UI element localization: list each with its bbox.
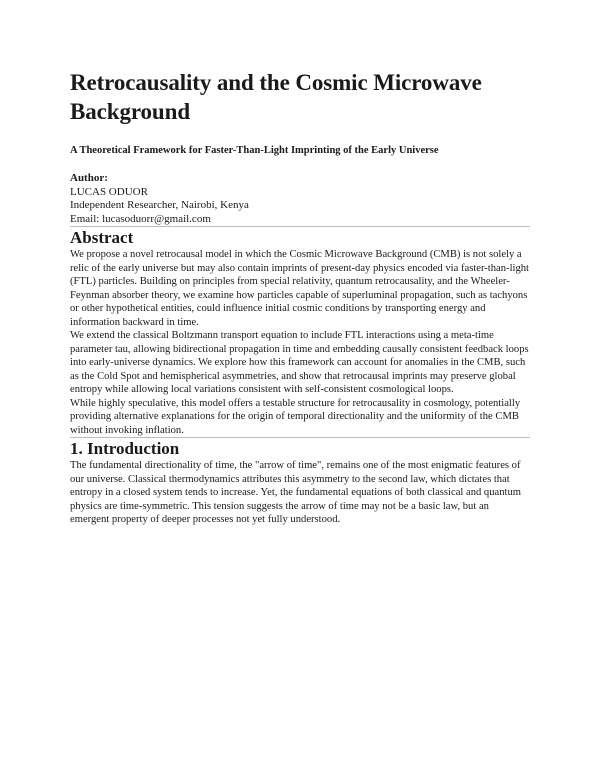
paper-title: Retrocausality and the Cosmic Microwave Background bbox=[70, 70, 482, 124]
paper-subtitle: A Theoretical Framework for Faster-Than-Light Imprinting of the Early Universe bbox=[70, 145, 439, 156]
abstract-paragraph: We propose a novel retrocausal model in which the Cosmic Microwave Background (CMB) is not solely a relic of the early universe but may also contain imprints of present-day physics encoded via faster-than-light (FTL) particles. Building on principles from special relativity, quantum retrocausality, and the Wheeler-Feynman absorber theory, we examine how particles capable of superluminal propagation, such as tachyons or other hypothetical entities, could influence initial cosmic conditions by transporting energy and information backward in time. bbox=[70, 249, 529, 328]
author-label: Author: bbox=[70, 172, 108, 184]
introduction-paragraph: The fundamental directionality of time, the "arrow of time", remains one of the most enigmatic features of our universe. Classical thermodynamics attributes this asymmetry to the second law, which dictates that entropy in a closed system tends to increase. Yet, the fundamental equations of both classical and quantum physics are time-symmetric. This tension suggests the arrow of time may not be a basic law, but an emergent property of deeper processes not yet fully understood. bbox=[70, 460, 522, 525]
author-email: Email: lucasoduorr@gmail.com bbox=[70, 212, 211, 225]
abstract-paragraph: We extend the classical Boltzmann transport equation to include FTL interactions using a meta-time parameter tau, allowing bidirectional propagation in time and embedding causally consistent feedback loops into early-universe dynamics. We explore how this framework can account for anomalies in the CMB, such as the Cold Spot and hemispherical asymmetries, and show that retrocausal imprints may preserve global entropy while allowing local variations consistent with self-consistent cosmological loops. bbox=[70, 330, 529, 395]
abstract-heading: Abstract bbox=[70, 228, 134, 247]
author-block bbox=[70, 172, 530, 226]
abstract-paragraph: While highly speculative, this model offers a testable structure for retrocausality in cosmology, potentially providing alternative explanations for the origin of temporal directionality and the uniformity of the CMB without invoking inflation. bbox=[70, 397, 521, 436]
author-name: LUCAS ODUOR bbox=[70, 185, 148, 198]
paper-page bbox=[70, 68, 530, 527]
introduction-heading: 1. Introduction bbox=[70, 439, 180, 458]
author-affiliation: Independent Researcher, Nairobi, Kenya bbox=[70, 199, 249, 211]
